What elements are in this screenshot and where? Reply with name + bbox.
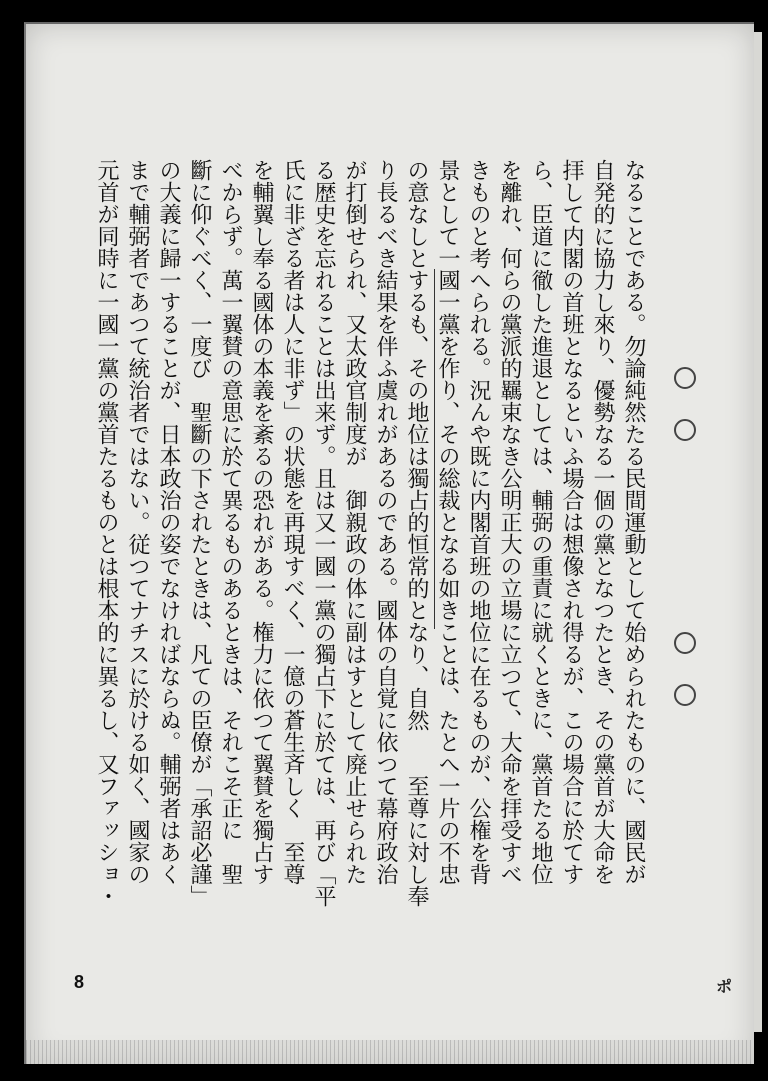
text-column-5: を離れ、何らの黨派的羈束なき公明正大の立場に立つて、大命を拝受すべ	[497, 159, 522, 885]
text-column-16: の大義に歸一することが、日本政治の姿でなければならぬ。輔弼者はあく	[156, 159, 181, 885]
page-bottom-edge	[26, 1040, 754, 1064]
text-column-7: 景として一國一黨を作り、その総裁となる如きことは、たとへ一片の不忠	[435, 159, 460, 885]
binding-hole-icon	[674, 632, 696, 654]
binding-holes	[674, 24, 704, 1064]
text-column-18: 元首が同時に一國一黨の黨首たるものとは根本的に異るし、又ファッショ・	[94, 159, 119, 907]
document-page	[24, 22, 754, 1064]
text-column-2: 自発的に協力し來り、優勢なる一個の黨となつたとき、その黨首が大命を	[590, 159, 615, 885]
text-column-3: 拝して内閣の首班となるといふ場合は想像され得るが、この場合に於てす	[559, 159, 584, 885]
text-column-15: 斷に仰ぐべく、一度び 聖斷の下されたときは、凡ての臣僚が「承詔必謹」	[187, 159, 212, 907]
page-number: 8	[74, 972, 85, 992]
text-column-14: べからず。萬一翼賛の意思に於て異るものあるときは、それこそ正に 聖	[218, 159, 243, 885]
binding-hole-icon	[674, 419, 696, 441]
binding-hole-icon	[674, 367, 696, 389]
text-column-10: が打倒せられ、又太政官制度が 御親政の体に副はすとして廃止せられた	[342, 159, 367, 885]
text-column-1: なることである。勿論純然たる民間運動として始められたものに、國民が	[621, 159, 646, 885]
text-column-4: ら、臣道に徹した進退としては、輔弼の重責に就くときに、黨首たる地位	[528, 159, 553, 885]
margin-mark: ポ	[716, 977, 733, 996]
binding-hole-icon	[674, 684, 696, 706]
text-column-12: 氏に非ざる者は人に非ず」の状態を再現すべく、一億の蒼生斉しく 至尊	[280, 159, 305, 885]
text-column-9: り長るべき結果を伴ふ虞れがあるのである。國体の自覚に依つて幕府政治	[373, 159, 398, 885]
text-column-8: の意なしとするも、その地位は獨占的恒常的となり、自然 至尊に対し奉	[404, 159, 429, 907]
page-edge	[754, 32, 762, 1032]
text-column-6: きものと考へられる。況んや既に内閣首班の地位に在るものが、公権を背	[466, 159, 491, 885]
text-column-13: を輔翼し奉る國体の本義を紊るの恐れがある。権力に依つて翼賛を獨占す	[249, 159, 274, 885]
text-column-11: る歴史を忘れることは出来ず。且は又一國一黨の獨占下に於ては、再び「平	[311, 159, 336, 907]
text-column-17: まで輔弼者であつて統治者ではない。従つてナチスに於ける如く、國家の	[125, 159, 150, 885]
